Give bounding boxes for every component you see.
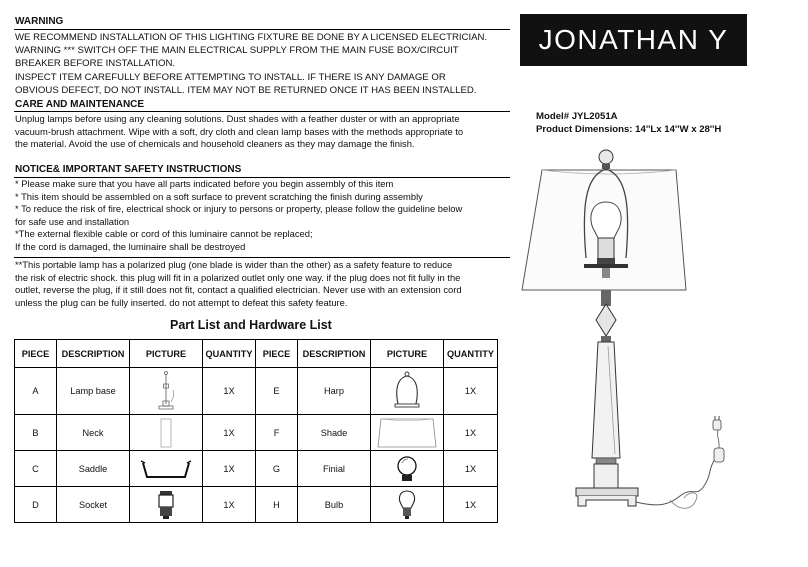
warning-title: WARNING bbox=[15, 16, 64, 27]
table-header-row bbox=[15, 340, 498, 368]
care-title: CARE AND MAINTENANCE bbox=[15, 99, 145, 110]
divider bbox=[14, 257, 510, 258]
divider bbox=[14, 29, 510, 30]
column-header: DESCRIPTION bbox=[57, 340, 130, 368]
picture-cell bbox=[130, 415, 203, 451]
description-cell: Shade bbox=[298, 415, 371, 451]
parts-title: Part List and Hardware List bbox=[170, 318, 332, 332]
description-cell: Saddle bbox=[57, 451, 130, 487]
warning-line: INSPECT ITEM CAREFULLY BEFORE ATTEMPTING TO INSTALL. IF THERE IS ANY DAMAGE OR bbox=[15, 71, 446, 83]
column-header: DESCRIPTION bbox=[298, 340, 371, 368]
warning-line: OBVIOUS DEFECT, DO NOT INSTALL. ITEM MAY NOT BE RETURNED ONCE IT HAS BEEN INSTALLED. bbox=[15, 84, 477, 96]
description-cell: Lamp base bbox=[57, 368, 130, 415]
safety-line: for safe use and installation bbox=[15, 215, 130, 227]
shade-icon bbox=[375, 416, 439, 450]
finial-icon bbox=[394, 454, 420, 484]
harp-icon bbox=[387, 370, 427, 412]
quantity-cell: 1X bbox=[203, 451, 256, 487]
safety-text bbox=[15, 178, 462, 254]
piece-cell: F bbox=[256, 415, 298, 451]
plug-line: unless the plug can be fully inserted. do not attempt to defeat this safety feature. bbox=[15, 296, 348, 308]
safety-line: *The external flexible cable or cord of this luminaire cannot be replaced; bbox=[15, 228, 313, 240]
quantity-cell: 1X bbox=[444, 451, 498, 487]
quantity-cell: 1X bbox=[203, 368, 256, 415]
safety-line: * This item should be assembled on a soft surface to prevent scratching the finish during assembly bbox=[15, 190, 423, 202]
brand-logo: JONATHAN Y bbox=[520, 14, 747, 66]
care-line: vacuum-brush attachment. Wipe with a soft, dry cloth and clean lamp bases with the methods appropriate to bbox=[15, 125, 464, 137]
description-cell: Socket bbox=[57, 487, 130, 523]
column-header: QUANTITY bbox=[203, 340, 256, 368]
piece-cell: C bbox=[15, 451, 57, 487]
picture-cell bbox=[130, 487, 203, 523]
quantity-cell: 1X bbox=[203, 415, 256, 451]
safety-title: NOTICE& IMPORTANT SAFETY INSTRUCTIONS bbox=[15, 164, 242, 175]
column-header: QUANTITY bbox=[444, 340, 498, 368]
care-text bbox=[15, 113, 463, 151]
product-dimensions: Product Dimensions: 14''Lx 14''W x 28''H bbox=[536, 124, 722, 135]
picture-cell bbox=[130, 368, 203, 415]
parts-table bbox=[14, 339, 498, 523]
description-cell: Neck bbox=[57, 415, 130, 451]
column-header: PICTURE bbox=[130, 340, 203, 368]
care-line: the material. Avoid the use of chemicals and household cleaners as they may damage the finish. bbox=[15, 138, 415, 150]
piece-cell: E bbox=[256, 368, 298, 415]
piece-cell: D bbox=[15, 487, 57, 523]
piece-cell: G bbox=[256, 451, 298, 487]
plug-line: the risk of electric shock. this plug will fit in a polarized outlet only one way. if the plug does not fit fully in the bbox=[15, 271, 461, 283]
column-header: PIECE bbox=[256, 340, 298, 368]
picture-cell bbox=[371, 487, 444, 523]
lamp-base-icon bbox=[151, 370, 181, 412]
warning-line: BREAKER BEFORE INSTALLATION. bbox=[15, 58, 176, 70]
description-cell: Harp bbox=[298, 368, 371, 415]
description-cell: Bulb bbox=[298, 487, 371, 523]
bulb-icon bbox=[396, 489, 418, 521]
table-row bbox=[15, 415, 498, 451]
table-row bbox=[15, 451, 498, 487]
warning-line: WARNING *** SWITCH OFF THE MAIN ELECTRICAL SUPPLY FROM THE MAIN FUSE BOX/CIRCUIT bbox=[15, 45, 459, 57]
column-header: PICTURE bbox=[371, 340, 444, 368]
picture-cell bbox=[371, 451, 444, 487]
plug-notice-text bbox=[15, 259, 462, 309]
table-row bbox=[15, 368, 498, 415]
quantity-cell: 1X bbox=[444, 415, 498, 451]
picture-cell bbox=[371, 368, 444, 415]
safety-line: If the cord is damaged, the luminaire shall be destroyed bbox=[15, 240, 246, 252]
description-cell: Finial bbox=[298, 451, 371, 487]
socket-icon bbox=[155, 489, 177, 521]
column-header: PIECE bbox=[15, 340, 57, 368]
quantity-cell: 1X bbox=[444, 368, 498, 415]
model-number: Model# JYL2051A bbox=[536, 111, 618, 122]
safety-line: * Please make sure that you have all parts indicated before you begin assembly of this item bbox=[15, 178, 394, 189]
warning-line: WE RECOMMEND INSTALLATION OF THIS LIGHTING FIXTURE BE DONE BY A LICENSED ELECTRICIAN. bbox=[15, 32, 488, 43]
warning-text bbox=[15, 31, 487, 97]
neck-icon bbox=[156, 417, 176, 449]
quantity-cell: 1X bbox=[203, 487, 256, 523]
saddle-icon bbox=[139, 455, 193, 483]
picture-cell bbox=[371, 415, 444, 451]
safety-line: * To reduce the risk of fire, electrical shock or injury to persons or property, please follow the guideline below bbox=[15, 203, 463, 215]
plug-line: outlet, reverse the plug, if it still does not fit, contact a qualified electrician. Never use with an extension cord bbox=[15, 284, 462, 296]
picture-cell bbox=[130, 451, 203, 487]
table-row bbox=[15, 487, 498, 523]
table-lamp-illustration bbox=[520, 140, 790, 555]
piece-cell: H bbox=[256, 487, 298, 523]
piece-cell: B bbox=[15, 415, 57, 451]
quantity-cell: 1X bbox=[444, 487, 498, 523]
plug-line: **This portable lamp has a polarized plug (one blade is wider than the other) as a safety feature to reduce bbox=[15, 259, 453, 270]
care-line: Unplug lamps before using any cleaning solutions. Dust shades with a feather duster or with an appropriate bbox=[15, 113, 460, 124]
divider bbox=[14, 111, 510, 112]
piece-cell: A bbox=[15, 368, 57, 415]
